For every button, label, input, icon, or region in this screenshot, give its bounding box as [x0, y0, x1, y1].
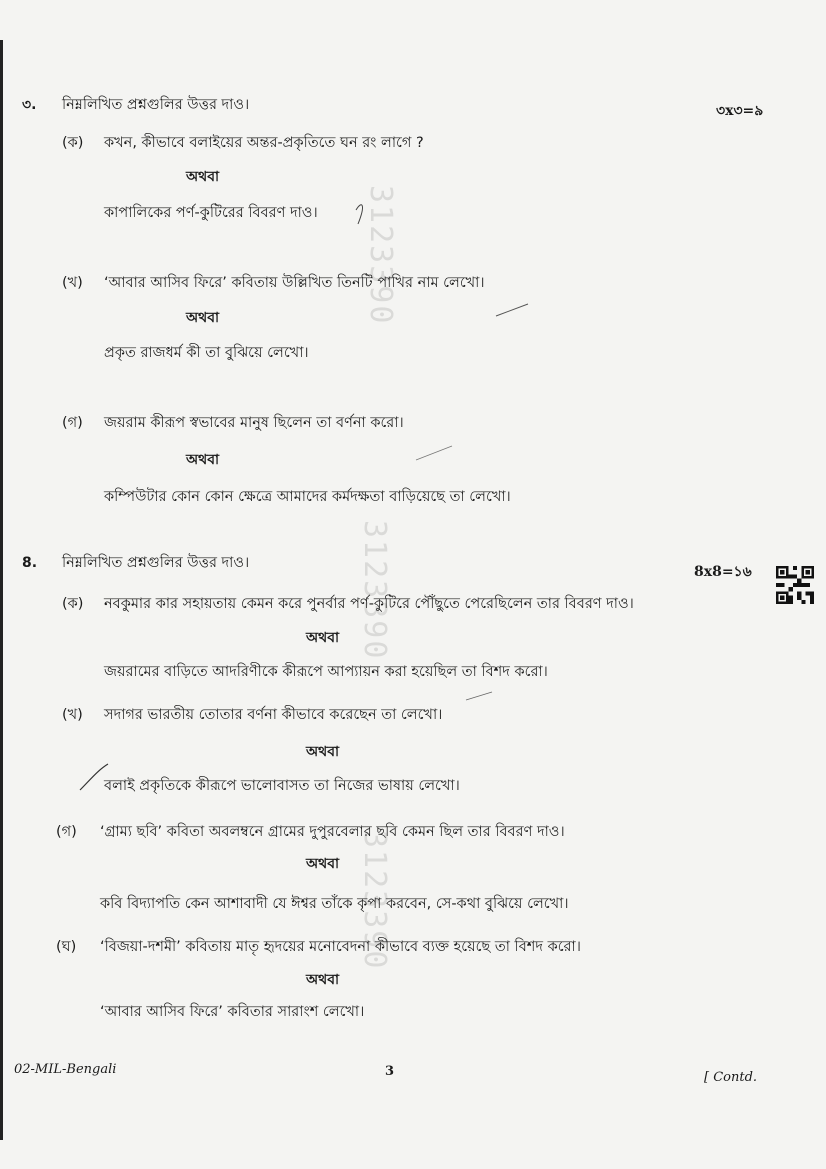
- part-label: (খ): [62, 707, 83, 723]
- question-text: বলাই প্রকৃতিকে কীরূপে ভালোবাসত তা নিজের ভাষায় লেখো।: [104, 778, 460, 794]
- marks-label: ৩x৩=৯: [716, 103, 764, 119]
- part-label: (ক): [62, 135, 84, 151]
- page-number: 3: [385, 1064, 395, 1079]
- question-text: কাপালিকের পর্ণ-কুটিরের বিবরণ দাও।: [104, 205, 318, 221]
- question-heading: নিম্নলিখিত প্রশ্নগুলির উত্তর দাও।: [62, 97, 250, 113]
- or-label: অথবা: [186, 452, 220, 468]
- part-label: (গ): [62, 415, 83, 431]
- marks-label: 8x8=১৬: [694, 564, 752, 580]
- question-text: জয়রাম কীরূপ স্বভাবের মানুষ ছিলেন তা বর্ণনা করো।: [104, 415, 404, 431]
- question-text: প্রকৃত রাজধর্ম কী তা বুঝিয়ে লেখো।: [104, 345, 309, 361]
- watermark: 3123390: [357, 520, 392, 661]
- part-label: (ঘ): [56, 939, 77, 955]
- question-number: 8.: [22, 555, 38, 571]
- or-label: অথবা: [186, 169, 220, 185]
- question-text: কখন, কীভাবে বলাইয়ের অন্তর-প্রকৃতিতে ঘন রং লাগে ?: [104, 135, 424, 151]
- question-text: জয়রামের বাড়িতে আদরিণীকে কীরূপে আপ্যায়ন করা হয়েছিল তা বিশদ করো।: [104, 664, 548, 680]
- paper-code: 02-MIL-Bengali: [14, 1062, 117, 1077]
- question-text: ‘আবার আসিব ফিরে’ কবিতায় উল্লিখিত তিনটি পাখির নাম লেখো।: [104, 275, 485, 291]
- watermark: 3123390: [357, 830, 392, 971]
- watermark: 3123390: [363, 185, 398, 326]
- or-label: অথবা: [306, 972, 340, 988]
- question-text: ‘গ্রাম্য ছবি’ কবিতা অবলম্বনে গ্রামের দুপুরবেলার ছবি কেমন ছিল তার বিবরণ দাও।: [100, 824, 565, 840]
- part-label: (গ): [56, 824, 77, 840]
- question-heading: নিম্নলিখিত প্রশ্নগুলির উত্তর দাও।: [62, 555, 250, 571]
- question-number: ৩.: [22, 97, 37, 113]
- question-text: নবকুমার কার সহায়তায় কেমন করে পুনর্বার পর্ণ-কুটিরে পৌঁছুতে পেরেছিলেন তার বিবরণ দাও।: [104, 596, 634, 612]
- or-label: অথবা: [306, 856, 340, 872]
- or-label: অথবা: [306, 630, 340, 646]
- or-label: অথবা: [306, 744, 340, 760]
- question-text: কম্পিউটার কোন কোন ক্ষেত্রে আমাদের কর্মদক্ষতা বাড়িয়েছে তা লেখো।: [104, 489, 511, 505]
- continued-label: [ Contd.: [704, 1070, 758, 1085]
- question-text: ‘বিজয়া-দশমী’ কবিতায় মাতৃ হৃদয়ের মনোবেদনা কীভাবে ব্যক্ত হয়েছে তা বিশদ করো।: [100, 939, 581, 955]
- question-text: ‘আবার আসিব ফিরে’ কবিতার সারাংশ লেখো।: [100, 1004, 365, 1020]
- question-text: সদাগর ভারতীয় তোতার বর্ণনা কীভাবে করেছেন তা লেখো।: [104, 707, 443, 723]
- question-text: কবি বিদ্যাপতি কেন আশাবাদী যে ঈশ্বর তাঁকে কৃপা করবেন, সে-কথা বুঝিয়ে লেখো।: [100, 896, 569, 912]
- or-label: অথবা: [186, 310, 220, 326]
- part-label: (ক): [62, 596, 84, 612]
- part-label: (খ): [62, 275, 83, 291]
